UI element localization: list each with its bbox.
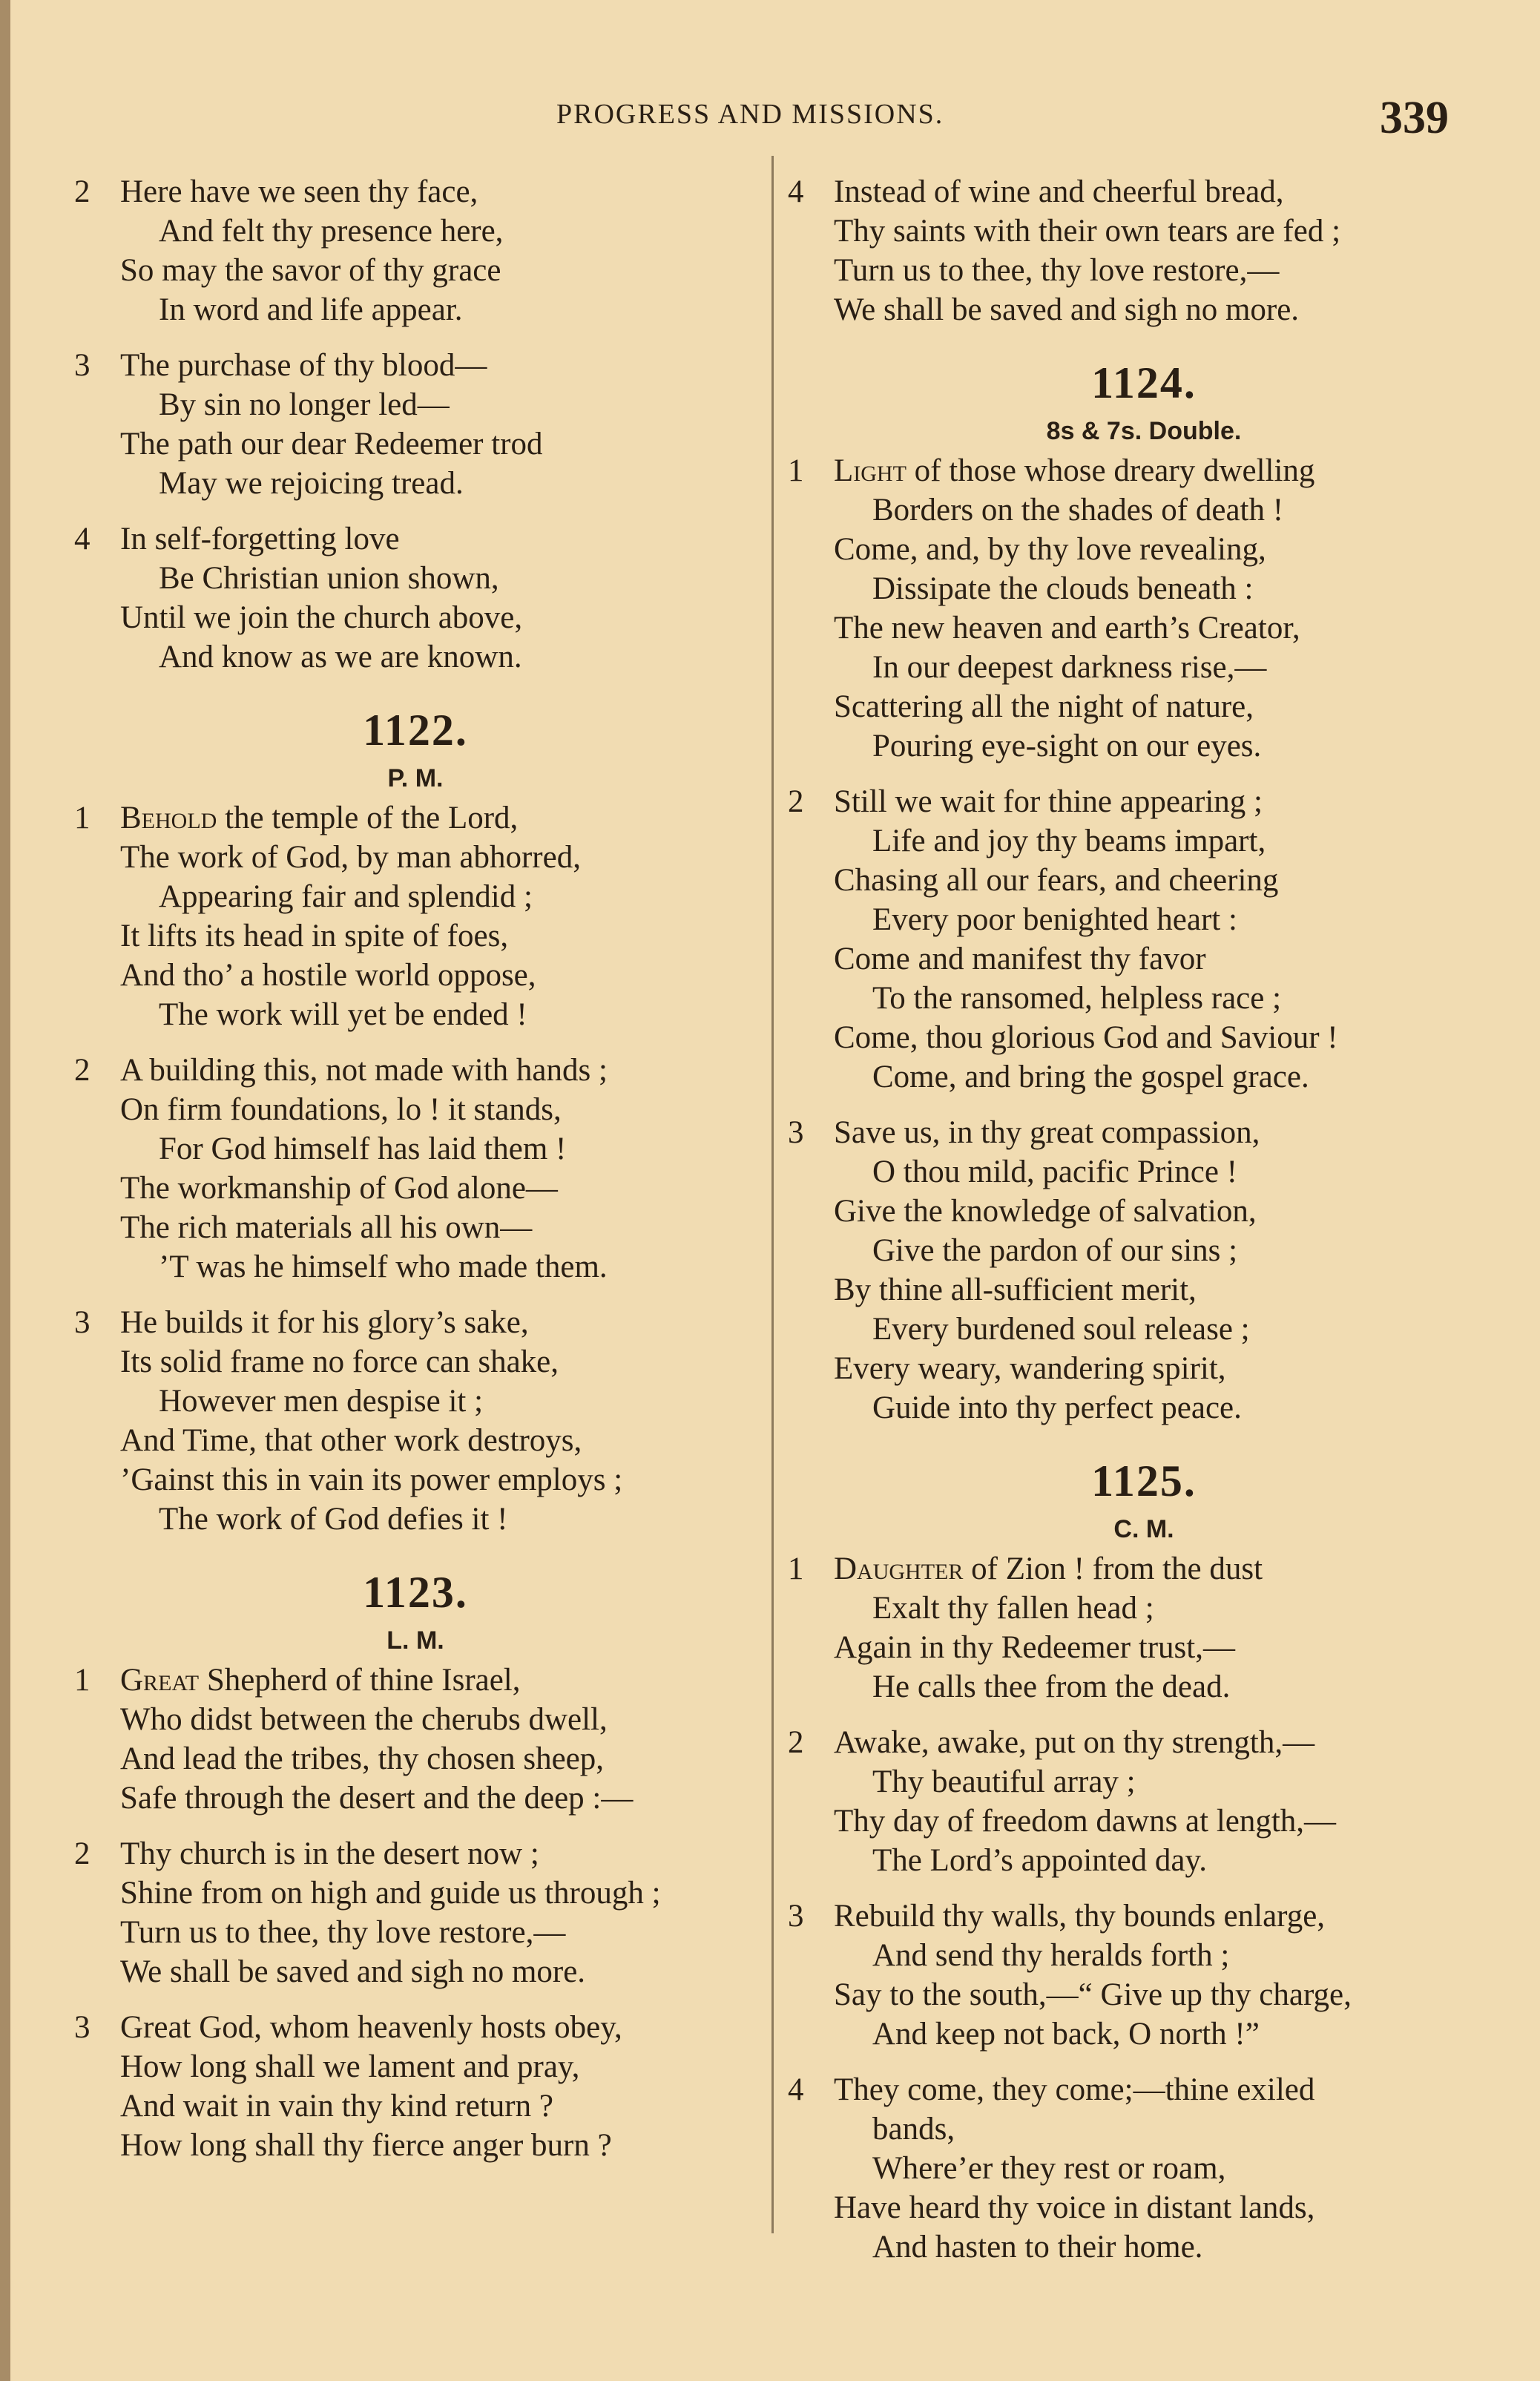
line-text: Every poor benighted heart : — [872, 902, 1237, 937]
verse-line — [788, 979, 1500, 1018]
running-head: PROGRESS AND MISSIONS. — [556, 99, 944, 130]
verse-line — [788, 211, 1500, 251]
line-text: Scattering all the night of nature, — [834, 689, 1254, 724]
hymn-block — [74, 172, 757, 677]
line-text: And felt thy presence here, — [159, 214, 504, 249]
verse-line — [788, 2188, 1500, 2227]
verse-line — [74, 385, 757, 424]
verse-line — [788, 2014, 1500, 2054]
line-text: Come, thou glorious God and Saviour ! — [834, 1020, 1338, 1055]
stanza — [74, 346, 757, 503]
page-number: 339 — [1380, 93, 1449, 143]
hymn-meter: L. M. — [386, 1626, 444, 1655]
stanza-number: 4 — [74, 522, 91, 556]
line-text: Great God, whom heavenly hosts obey, — [120, 2010, 622, 2045]
hymn-number: 1124. — [1091, 358, 1197, 407]
verse-line — [74, 1739, 757, 1779]
line-text: The work will yet be ended ! — [159, 997, 527, 1032]
stanza — [788, 1549, 1500, 1707]
first-word: Great — [120, 1663, 200, 1698]
line-text: bands, — [872, 2112, 955, 2147]
line-text: And keep not back, O north !” — [872, 2017, 1260, 2052]
verse-line — [74, 424, 757, 464]
stanza — [788, 1113, 1500, 1428]
line-text: Thy saints with their own tears are fed ; — [834, 214, 1341, 249]
line-text: The work of God, by man abhorred, — [120, 840, 581, 875]
verse-line — [788, 1936, 1500, 1975]
column-divider — [771, 156, 774, 2233]
verse-line — [74, 1208, 757, 1247]
line-text: Awake, awake, put on thy strength,— — [834, 1725, 1315, 1760]
hymn-number: 1123. — [363, 1568, 468, 1617]
line-text: In self-forgetting love — [120, 522, 400, 556]
right-column — [788, 172, 1500, 2283]
line-text: The new heaven and earth’s Creator, — [834, 611, 1300, 646]
line-text: In our deepest darkness rise,— — [872, 650, 1267, 685]
line-text: Every weary, wandering spirit, — [834, 1351, 1226, 1386]
verse-line — [788, 1018, 1500, 1057]
verse-line — [74, 346, 757, 385]
verse-line — [788, 608, 1500, 648]
line-text: Where’er they rest or roam, — [872, 2151, 1226, 2186]
verse-line — [74, 1421, 757, 1460]
stanza-number: 3 — [788, 1115, 804, 1150]
line-text: Borders on the shades of death ! — [872, 493, 1284, 528]
line-text: For God himself has laid them ! — [159, 1132, 567, 1166]
verse-line — [788, 251, 1500, 290]
line-text: A building this, not made with hands ; — [120, 1053, 608, 1088]
verse-line — [788, 172, 1500, 211]
line-text: Have heard thy voice in distant lands, — [834, 2190, 1315, 2225]
line-text: On firm foundations, lo ! it stands, — [120, 1092, 562, 1127]
verse-line — [74, 1169, 757, 1208]
stanza — [74, 1303, 757, 1539]
line-text: Thy day of freedom dawns at length,— — [834, 1804, 1337, 1839]
verse-line — [74, 798, 757, 838]
line-text: the temple of the Lord, — [217, 801, 519, 835]
line-text: The purchase of thy blood— — [120, 348, 487, 383]
line-text: By thine all-sufficient merit, — [834, 1272, 1197, 1307]
line-text: Guide into thy perfect peace. — [872, 1390, 1242, 1425]
verse-line — [788, 1723, 1500, 1762]
line-text: He builds it for his glory’s sake, — [120, 1305, 529, 1340]
verse-line — [74, 1952, 757, 1991]
line-text: Safe through the desert and the deep :— — [120, 1781, 634, 1816]
verse-line — [74, 1779, 757, 1818]
verse-line — [788, 1667, 1500, 1707]
stanza — [788, 172, 1500, 329]
verse-line — [74, 2047, 757, 2086]
verse-line — [788, 1388, 1500, 1428]
hymn-block — [74, 1564, 757, 2165]
line-text: Until we join the church above, — [120, 600, 523, 635]
stanza-number: 4 — [788, 2072, 804, 2107]
hymn-block — [788, 1453, 1500, 2267]
line-text: In word and life appear. — [159, 292, 463, 327]
verse-line — [74, 464, 757, 503]
line-text: They come, they come;—thine exiled — [834, 2072, 1315, 2107]
line-text: How long shall thy fierce anger burn ? — [120, 2128, 612, 2163]
verse-line — [788, 1152, 1500, 1192]
verse-line — [788, 648, 1500, 687]
line-text: And hasten to their home. — [872, 2230, 1203, 2265]
verse-line — [788, 1896, 1500, 1936]
verse-line — [788, 900, 1500, 939]
line-text: Come, and, by thy love revealing, — [834, 532, 1266, 567]
verse-line — [74, 2086, 757, 2126]
line-text: O thou mild, pacific Prince ! — [872, 1155, 1237, 1189]
verse-line — [788, 939, 1500, 979]
verse-line — [788, 1549, 1500, 1589]
verse-line — [74, 1913, 757, 1952]
verse-line — [74, 211, 757, 251]
first-word: Daughter — [834, 1551, 964, 1586]
verse-line — [788, 2070, 1500, 2109]
verse-line — [788, 2149, 1500, 2188]
stanza — [788, 2070, 1500, 2267]
verse-line — [788, 1349, 1500, 1388]
verse-line — [788, 1310, 1500, 1349]
stanza-number: 3 — [74, 2010, 91, 2045]
line-text: Come and manifest thy favor — [834, 942, 1206, 976]
stanza — [74, 519, 757, 677]
hymn-number: 1122. — [363, 706, 468, 755]
verse-line — [788, 1231, 1500, 1270]
stanza — [788, 1896, 1500, 2054]
line-text: Still we wait for thine appearing ; — [834, 784, 1263, 819]
verse-line — [788, 2227, 1500, 2267]
line-text: He calls thee from the dead. — [872, 1669, 1231, 1704]
verse-line — [74, 956, 757, 995]
verse-line — [788, 726, 1500, 766]
verse-line — [74, 1834, 757, 1873]
verse-line — [788, 687, 1500, 726]
verse-line — [788, 530, 1500, 569]
line-text: ’Gainst this in vain its power employs ; — [120, 1462, 623, 1497]
line-text: And lead the tribes, thy chosen sheep, — [120, 1741, 604, 1776]
line-text: The rich materials all his own— — [120, 1210, 533, 1245]
stanza-number: 1 — [788, 453, 804, 488]
line-text: By sin no longer led— — [159, 387, 450, 422]
line-text: The workmanship of God alone— — [120, 1171, 558, 1206]
line-text: And wait in vain thy kind return ? — [120, 2089, 553, 2124]
verse-line — [788, 1762, 1500, 1802]
verse-line — [74, 1382, 757, 1421]
stanza — [788, 451, 1500, 766]
stanza-number: 1 — [74, 801, 91, 835]
line-text: May we rejoicing tread. — [159, 466, 464, 501]
verse-line — [74, 519, 757, 559]
verse-line — [74, 559, 757, 598]
line-text: Give the pardon of our sins ; — [872, 1233, 1238, 1268]
line-text: And Time, that other work destroys, — [120, 1423, 582, 1458]
line-text: So may the savor of thy grace — [120, 253, 501, 288]
verse-line — [788, 821, 1500, 861]
verse-line — [74, 1700, 757, 1739]
hymn-meter: 8s & 7s. Double. — [1046, 417, 1242, 445]
line-text: Instead of wine and cheerful bread, — [834, 174, 1284, 209]
line-text: ’T was he himself who made them. — [159, 1249, 608, 1284]
hymn-number: 1125. — [1091, 1456, 1197, 1505]
verse-line — [788, 290, 1500, 329]
verse-line — [74, 1342, 757, 1382]
line-text: We shall be saved and sigh no more. — [834, 292, 1300, 327]
verse-line — [74, 1661, 757, 1700]
stanza — [74, 798, 757, 1034]
stanza-number: 3 — [74, 348, 91, 383]
stanza — [74, 1661, 757, 1818]
line-text: Who didst between the cherubs dwell, — [120, 1702, 608, 1737]
line-text: Shine from on high and guide us through ; — [120, 1876, 661, 1911]
line-text: of Zion ! from the dust — [963, 1551, 1263, 1586]
verse-line — [788, 782, 1500, 821]
hymn-meter: C. M. — [1113, 1515, 1174, 1543]
page-binding-edge — [0, 0, 10, 2381]
stanza-number: 1 — [74, 1663, 91, 1698]
line-text: We shall be saved and sigh no more. — [120, 1954, 586, 1989]
line-text: The work of God defies it ! — [159, 1502, 508, 1537]
left-column — [74, 172, 757, 2181]
verse-line — [74, 877, 757, 916]
line-text: Turn us to thee, thy love restore,— — [834, 253, 1280, 288]
line-text: The path our dear Redeemer trod — [120, 427, 543, 462]
stanza-number: 4 — [788, 174, 804, 209]
stanza-number: 2 — [74, 1836, 91, 1871]
line-text: Again in thy Redeemer trust,— — [834, 1630, 1235, 1665]
verse-line — [788, 1841, 1500, 1880]
verse-line — [74, 916, 757, 956]
verse-line — [74, 1303, 757, 1342]
stanza-number: 2 — [74, 1053, 91, 1088]
verse-line — [788, 1628, 1500, 1667]
stanza — [74, 172, 757, 329]
stanza — [74, 2008, 757, 2165]
first-word: Light — [834, 453, 906, 488]
verse-line — [788, 1113, 1500, 1152]
verse-line — [788, 1802, 1500, 1841]
verse-line — [74, 838, 757, 877]
line-text: of those whose dreary dwelling — [906, 453, 1315, 488]
verse-line — [74, 1247, 757, 1287]
line-text: Dissipate the clouds beneath : — [872, 571, 1254, 606]
stanza-number: 2 — [788, 1725, 804, 1760]
verse-line — [74, 2126, 757, 2165]
stanza — [788, 782, 1500, 1097]
first-word: Behold — [120, 801, 217, 835]
line-text: Turn us to thee, thy love restore,— — [120, 1915, 566, 1950]
verse-line — [74, 1460, 757, 1500]
line-text: Exalt thy fallen head ; — [872, 1591, 1154, 1626]
line-text: Come, and bring the gospel grace. — [872, 1060, 1309, 1094]
hymn-block — [788, 355, 1500, 1428]
verse-line — [74, 251, 757, 290]
verse-line — [74, 290, 757, 329]
verse-line — [74, 995, 757, 1034]
hymn-block — [74, 702, 757, 1539]
verse-line — [788, 1192, 1500, 1231]
verse-line — [74, 172, 757, 211]
verse-line — [74, 637, 757, 677]
stanza-number: 3 — [788, 1899, 804, 1934]
verse-line — [74, 1500, 757, 1539]
verse-line — [788, 861, 1500, 900]
line-text: Thy beautiful array ; — [872, 1764, 1136, 1799]
line-text: Every burdened soul release ; — [872, 1312, 1250, 1347]
line-text: Here have we seen thy face, — [120, 174, 478, 209]
line-text: To the ransomed, helpless race ; — [872, 981, 1282, 1016]
line-text: Shepherd of thine Israel, — [199, 1663, 521, 1698]
verse-line — [788, 2109, 1500, 2149]
line-text: It lifts its head in spite of foes, — [120, 919, 509, 953]
stanza-number: 2 — [74, 174, 91, 209]
verse-line — [74, 1051, 757, 1090]
line-text: And tho’ a hostile world oppose, — [120, 958, 536, 993]
line-text: Save us, in thy great compassion, — [834, 1115, 1260, 1150]
stanza-number: 2 — [788, 784, 804, 819]
line-text: Its solid frame no force can shake, — [120, 1344, 559, 1379]
hymn-meter: P. M. — [387, 764, 444, 792]
verse-line — [788, 451, 1500, 490]
stanza — [74, 1834, 757, 1991]
verse-line — [788, 1589, 1500, 1628]
stanza-number: 3 — [74, 1305, 91, 1340]
line-text: Appearing fair and splendid ; — [159, 879, 533, 914]
line-text: Pouring eye-sight on our eyes. — [872, 729, 1262, 763]
line-text: And send thy heralds forth ; — [872, 1938, 1230, 1973]
verse-line — [74, 1090, 757, 1129]
line-text: Chasing all our fears, and cheering — [834, 863, 1279, 898]
line-text: Thy church is in the desert now ; — [120, 1836, 539, 1871]
line-text: Rebuild thy walls, thy bounds enlarge, — [834, 1899, 1326, 1934]
line-text: How long shall we lament and pray, — [120, 2049, 580, 2084]
verse-line — [788, 1975, 1500, 2014]
stanza — [74, 1051, 757, 1287]
hymn-block — [788, 172, 1500, 329]
line-text: And know as we are known. — [159, 640, 522, 674]
verse-line — [74, 1873, 757, 1913]
verse-line — [788, 490, 1500, 530]
stanza-number: 1 — [788, 1551, 804, 1586]
verse-line — [788, 569, 1500, 608]
line-text: Life and joy thy beams impart, — [872, 824, 1266, 858]
line-text: Say to the south,—“ Give up thy charge, — [834, 1977, 1352, 2012]
verse-line — [74, 2008, 757, 2047]
line-text: Be Christian union shown, — [159, 561, 499, 596]
stanza — [788, 1723, 1500, 1880]
verse-line — [788, 1057, 1500, 1097]
verse-line — [74, 598, 757, 637]
line-text: Give the knowledge of salvation, — [834, 1194, 1257, 1229]
verse-line — [74, 1129, 757, 1169]
verse-line — [788, 1270, 1500, 1310]
line-text: The Lord’s appointed day. — [872, 1843, 1207, 1878]
line-text: However men despise it ; — [159, 1384, 484, 1419]
